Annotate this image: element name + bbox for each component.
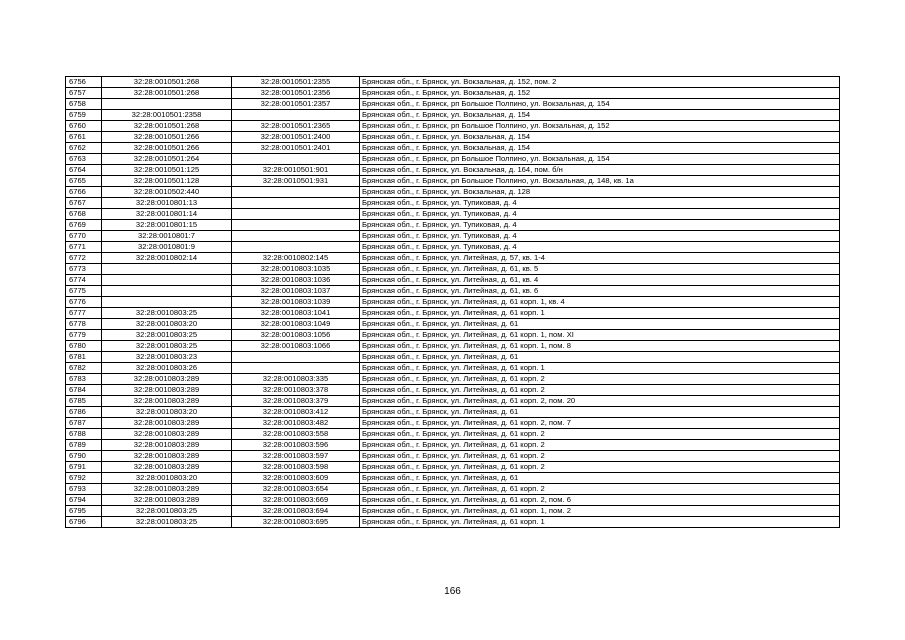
table-row xyxy=(66,110,840,121)
object-cadastral-number-cell xyxy=(232,363,360,374)
land-cadastral-number-cell: 32:28:0010801:13 xyxy=(102,198,232,209)
land-cadastral-number-cell: 32:28:0010501:268 xyxy=(102,77,232,88)
land-cadastral-number-cell xyxy=(102,286,232,297)
table-row xyxy=(66,176,840,187)
table-row xyxy=(66,429,840,440)
row-number-cell: 6790 xyxy=(66,451,102,462)
document-sheet xyxy=(65,76,839,528)
object-cadastral-number-cell: 32:28:0010501:2357 xyxy=(232,99,360,110)
object-cadastral-number-cell: 32:28:0010501:901 xyxy=(232,165,360,176)
land-cadastral-number-cell: 32:28:0010501:264 xyxy=(102,154,232,165)
land-cadastral-number-cell: 32:28:0010803:25 xyxy=(102,517,232,528)
object-cadastral-number-cell xyxy=(232,231,360,242)
land-cadastral-number-cell: 32:28:0010801:9 xyxy=(102,242,232,253)
object-cadastral-number-cell: 32:28:0010803:1035 xyxy=(232,264,360,275)
object-cadastral-number-cell: 32:28:0010803:1036 xyxy=(232,275,360,286)
address-cell: Брянская обл., г. Брянск, ул. Литейная, д. 61 корп. 1 xyxy=(360,517,840,528)
table-row xyxy=(66,440,840,451)
row-number-cell: 6788 xyxy=(66,429,102,440)
address-cell: Брянская обл., г. Брянск, ул. Литейная, д. 61 корп. 2, пом. 6 xyxy=(360,495,840,506)
row-number-cell: 6786 xyxy=(66,407,102,418)
address-cell: Брянская обл., г. Брянск, ул. Литейная, д. 61 корп. 2 xyxy=(360,374,840,385)
row-number-cell: 6774 xyxy=(66,275,102,286)
land-cadastral-number-cell: 32:28:0010801:15 xyxy=(102,220,232,231)
row-number-cell: 6769 xyxy=(66,220,102,231)
address-cell: Брянская обл., г. Брянск, ул. Вокзальная, д. 152 xyxy=(360,88,840,99)
table-row xyxy=(66,308,840,319)
address-cell: Брянская обл., г. Брянск, рп Большое Полпино, ул. Вокзальная, д. 154 xyxy=(360,99,840,110)
row-number-cell: 6770 xyxy=(66,231,102,242)
land-cadastral-number-cell: 32:28:0010803:289 xyxy=(102,418,232,429)
row-number-cell: 6764 xyxy=(66,165,102,176)
land-cadastral-number-cell: 32:28:0010501:2358 xyxy=(102,110,232,121)
table-row xyxy=(66,165,840,176)
table-row xyxy=(66,495,840,506)
table-row xyxy=(66,275,840,286)
object-cadastral-number-cell xyxy=(232,187,360,198)
land-cadastral-number-cell: 32:28:0010803:289 xyxy=(102,396,232,407)
address-cell: Брянская обл., г. Брянск, ул. Литейная, д. 61 корп. 1, пом. XI xyxy=(360,330,840,341)
address-cell: Брянская обл., г. Брянск, ул. Вокзальная, д. 164, пом. б/н xyxy=(360,165,840,176)
object-cadastral-number-cell: 32:28:0010803:669 xyxy=(232,495,360,506)
address-cell: Брянская обл., г. Брянск, рп Большое Полпино, ул. Вокзальная, д. 154 xyxy=(360,154,840,165)
table-row xyxy=(66,132,840,143)
table-row xyxy=(66,418,840,429)
object-cadastral-number-cell: 32:28:0010803:654 xyxy=(232,484,360,495)
table-row xyxy=(66,231,840,242)
row-number-cell: 6765 xyxy=(66,176,102,187)
address-cell: Брянская обл., г. Брянск, ул. Вокзальная, д. 128 xyxy=(360,187,840,198)
address-cell: Брянская обл., г. Брянск, ул. Вокзальная, д. 154 xyxy=(360,143,840,154)
address-cell: Брянская обл., г. Брянск, ул. Литейная, д. 61 корп. 2 xyxy=(360,462,840,473)
row-number-cell: 6782 xyxy=(66,363,102,374)
row-number-cell: 6766 xyxy=(66,187,102,198)
table-row xyxy=(66,209,840,220)
address-cell: Брянская обл., г. Брянск, ул. Литейная, д. 61, кв. 6 xyxy=(360,286,840,297)
row-number-cell: 6796 xyxy=(66,517,102,528)
row-number-cell: 6760 xyxy=(66,121,102,132)
row-number-cell: 6785 xyxy=(66,396,102,407)
land-cadastral-number-cell: 32:28:0010803:289 xyxy=(102,374,232,385)
table-row xyxy=(66,319,840,330)
object-cadastral-number-cell: 32:28:0010803:1041 xyxy=(232,308,360,319)
address-cell: Брянская обл., г. Брянск, ул. Тупиковая, д. 4 xyxy=(360,242,840,253)
table-row xyxy=(66,451,840,462)
address-cell: Брянская обл., г. Брянск, ул. Литейная, д. 61 корп. 1, кв. 4 xyxy=(360,297,840,308)
table-row xyxy=(66,242,840,253)
table-row xyxy=(66,143,840,154)
table-row xyxy=(66,187,840,198)
object-cadastral-number-cell: 32:28:0010803:695 xyxy=(232,517,360,528)
table-row xyxy=(66,407,840,418)
land-cadastral-number-cell: 32:28:0010803:20 xyxy=(102,473,232,484)
land-cadastral-number-cell: 32:28:0010803:289 xyxy=(102,429,232,440)
address-cell: Брянская обл., г. Брянск, ул. Литейная, д. 61 корп. 1 xyxy=(360,308,840,319)
address-cell: Брянская обл., г. Брянск, ул. Литейная, д. 61 xyxy=(360,352,840,363)
land-cadastral-number-cell: 32:28:0010501:125 xyxy=(102,165,232,176)
land-cadastral-number-cell: 32:28:0010803:20 xyxy=(102,407,232,418)
object-cadastral-number-cell: 32:28:0010803:1037 xyxy=(232,286,360,297)
table-row xyxy=(66,341,840,352)
page-number: 166 xyxy=(444,586,461,597)
cadastral-table xyxy=(65,76,840,528)
land-cadastral-number-cell: 32:28:0010501:266 xyxy=(102,132,232,143)
row-number-cell: 6795 xyxy=(66,506,102,517)
address-cell: Брянская обл., г. Брянск, ул. Литейная, д. 57, кв. 1-4 xyxy=(360,253,840,264)
land-cadastral-number-cell: 32:28:0010801:14 xyxy=(102,209,232,220)
table-row xyxy=(66,121,840,132)
row-number-cell: 6763 xyxy=(66,154,102,165)
land-cadastral-number-cell: 32:28:0010803:289 xyxy=(102,440,232,451)
row-number-cell: 6781 xyxy=(66,352,102,363)
address-cell: Брянская обл., г. Брянск, рп Большое Полпино, ул. Вокзальная, д. 148, кв. 1а xyxy=(360,176,840,187)
row-number-cell: 6773 xyxy=(66,264,102,275)
land-cadastral-number-cell xyxy=(102,264,232,275)
land-cadastral-number-cell: 32:28:0010802:14 xyxy=(102,253,232,264)
address-cell: Брянская обл., г. Брянск, ул. Литейная, д. 61 корп. 2, пом. 20 xyxy=(360,396,840,407)
table-row xyxy=(66,330,840,341)
row-number-cell: 6772 xyxy=(66,253,102,264)
row-number-cell: 6759 xyxy=(66,110,102,121)
address-cell: Брянская обл., г. Брянск, рп Большое Полпино, ул. Вокзальная, д. 152 xyxy=(360,121,840,132)
table-row xyxy=(66,484,840,495)
table-row xyxy=(66,506,840,517)
land-cadastral-number-cell: 32:28:0010803:20 xyxy=(102,319,232,330)
address-cell: Брянская обл., г. Брянск, ул. Литейная, д. 61 корп. 1, пом. 2 xyxy=(360,506,840,517)
land-cadastral-number-cell: 32:28:0010803:26 xyxy=(102,363,232,374)
object-cadastral-number-cell: 32:28:0010501:2401 xyxy=(232,143,360,154)
address-cell: Брянская обл., г. Брянск, ул. Литейная, д. 61 корп. 2 xyxy=(360,484,840,495)
row-number-cell: 6756 xyxy=(66,77,102,88)
land-cadastral-number-cell: 32:28:0010501:128 xyxy=(102,176,232,187)
table-row xyxy=(66,385,840,396)
object-cadastral-number-cell xyxy=(232,154,360,165)
land-cadastral-number-cell: 32:28:0010803:23 xyxy=(102,352,232,363)
object-cadastral-number-cell: 32:28:0010803:335 xyxy=(232,374,360,385)
row-number-cell: 6784 xyxy=(66,385,102,396)
address-cell: Брянская обл., г. Брянск, ул. Литейная, д. 61 xyxy=(360,319,840,330)
row-number-cell: 6793 xyxy=(66,484,102,495)
table-row xyxy=(66,220,840,231)
land-cadastral-number-cell: 32:28:0010803:289 xyxy=(102,495,232,506)
table-row xyxy=(66,517,840,528)
object-cadastral-number-cell xyxy=(232,220,360,231)
table-row xyxy=(66,363,840,374)
table-row xyxy=(66,473,840,484)
object-cadastral-number-cell: 32:28:0010501:2356 xyxy=(232,88,360,99)
table-row xyxy=(66,99,840,110)
land-cadastral-number-cell: 32:28:0010803:25 xyxy=(102,506,232,517)
table-row xyxy=(66,374,840,385)
row-number-cell: 6779 xyxy=(66,330,102,341)
address-cell: Брянская обл., г. Брянск, ул. Тупиковая, д. 4 xyxy=(360,198,840,209)
table-row xyxy=(66,286,840,297)
land-cadastral-number-cell: 32:28:0010501:268 xyxy=(102,121,232,132)
land-cadastral-number-cell xyxy=(102,275,232,286)
land-cadastral-number-cell: 32:28:0010502:440 xyxy=(102,187,232,198)
table-row xyxy=(66,264,840,275)
object-cadastral-number-cell xyxy=(232,352,360,363)
address-cell: Брянская обл., г. Брянск, ул. Литейная, д. 61 корп. 2 xyxy=(360,451,840,462)
row-number-cell: 6794 xyxy=(66,495,102,506)
table-row xyxy=(66,253,840,264)
object-cadastral-number-cell: 32:28:0010501:2355 xyxy=(232,77,360,88)
object-cadastral-number-cell: 32:28:0010501:931 xyxy=(232,176,360,187)
object-cadastral-number-cell: 32:28:0010803:596 xyxy=(232,440,360,451)
object-cadastral-number-cell: 32:28:0010803:378 xyxy=(232,385,360,396)
row-number-cell: 6776 xyxy=(66,297,102,308)
land-cadastral-number-cell: 32:28:0010803:25 xyxy=(102,341,232,352)
address-cell: Брянская обл., г. Брянск, ул. Литейная, д. 61 корп. 2 xyxy=(360,429,840,440)
row-number-cell: 6758 xyxy=(66,99,102,110)
object-cadastral-number-cell: 32:28:0010803:412 xyxy=(232,407,360,418)
land-cadastral-number-cell: 32:28:0010801:7 xyxy=(102,231,232,242)
land-cadastral-number-cell: 32:28:0010803:25 xyxy=(102,308,232,319)
object-cadastral-number-cell: 32:28:0010803:609 xyxy=(232,473,360,484)
object-cadastral-number-cell: 32:28:0010803:558 xyxy=(232,429,360,440)
address-cell: Брянская обл., г. Брянск, ул. Тупиковая, д. 4 xyxy=(360,209,840,220)
row-number-cell: 6791 xyxy=(66,462,102,473)
object-cadastral-number-cell: 32:28:0010803:482 xyxy=(232,418,360,429)
row-number-cell: 6767 xyxy=(66,198,102,209)
object-cadastral-number-cell: 32:28:0010803:1056 xyxy=(232,330,360,341)
table-row xyxy=(66,88,840,99)
address-cell: Брянская обл., г. Брянск, ул. Литейная, д. 61 корп. 2, пом. 7 xyxy=(360,418,840,429)
object-cadastral-number-cell: 32:28:0010803:1066 xyxy=(232,341,360,352)
land-cadastral-number-cell: 32:28:0010501:266 xyxy=(102,143,232,154)
table-row xyxy=(66,396,840,407)
table-row xyxy=(66,198,840,209)
land-cadastral-number-cell: 32:28:0010803:25 xyxy=(102,330,232,341)
object-cadastral-number-cell: 32:28:0010803:598 xyxy=(232,462,360,473)
table-row xyxy=(66,462,840,473)
address-cell: Брянская обл., г. Брянск, ул. Литейная, д. 61, кв. 4 xyxy=(360,275,840,286)
row-number-cell: 6771 xyxy=(66,242,102,253)
address-cell: Брянская обл., г. Брянск, ул. Тупиковая, д. 4 xyxy=(360,220,840,231)
table-row xyxy=(66,154,840,165)
land-cadastral-number-cell: 32:28:0010501:268 xyxy=(102,88,232,99)
table-body xyxy=(66,77,840,528)
address-cell: Брянская обл., г. Брянск, ул. Литейная, д. 61 xyxy=(360,473,840,484)
object-cadastral-number-cell: 32:28:0010803:379 xyxy=(232,396,360,407)
address-cell: Брянская обл., г. Брянск, ул. Литейная, д. 61, кв. 5 xyxy=(360,264,840,275)
row-number-cell: 6777 xyxy=(66,308,102,319)
object-cadastral-number-cell xyxy=(232,198,360,209)
row-number-cell: 6787 xyxy=(66,418,102,429)
table-row xyxy=(66,77,840,88)
row-number-cell: 6780 xyxy=(66,341,102,352)
row-number-cell: 6783 xyxy=(66,374,102,385)
row-number-cell: 6792 xyxy=(66,473,102,484)
address-cell: Брянская обл., г. Брянск, ул. Литейная, д. 61 корп. 2 xyxy=(360,385,840,396)
object-cadastral-number-cell: 32:28:0010501:2365 xyxy=(232,121,360,132)
object-cadastral-number-cell: 32:28:0010803:1039 xyxy=(232,297,360,308)
table-row xyxy=(66,297,840,308)
address-cell: Брянская обл., г. Брянск, ул. Вокзальная, д. 152, пом. 2 xyxy=(360,77,840,88)
land-cadastral-number-cell: 32:28:0010803:289 xyxy=(102,484,232,495)
object-cadastral-number-cell: 32:28:0010803:694 xyxy=(232,506,360,517)
row-number-cell: 6761 xyxy=(66,132,102,143)
row-number-cell: 6762 xyxy=(66,143,102,154)
object-cadastral-number-cell: 32:28:0010802:145 xyxy=(232,253,360,264)
land-cadastral-number-cell: 32:28:0010803:289 xyxy=(102,451,232,462)
row-number-cell: 6768 xyxy=(66,209,102,220)
land-cadastral-number-cell: 32:28:0010803:289 xyxy=(102,385,232,396)
object-cadastral-number-cell: 32:28:0010803:597 xyxy=(232,451,360,462)
address-cell: Брянская обл., г. Брянск, ул. Литейная, д. 61 корп. 2 xyxy=(360,440,840,451)
object-cadastral-number-cell xyxy=(232,209,360,220)
object-cadastral-number-cell xyxy=(232,110,360,121)
object-cadastral-number-cell: 32:28:0010803:1049 xyxy=(232,319,360,330)
land-cadastral-number-cell: 32:28:0010803:289 xyxy=(102,462,232,473)
row-number-cell: 6757 xyxy=(66,88,102,99)
address-cell: Брянская обл., г. Брянск, ул. Литейная, д. 61 xyxy=(360,407,840,418)
row-number-cell: 6789 xyxy=(66,440,102,451)
address-cell: Брянская обл., г. Брянск, ул. Литейная, д. 61 корп. 1 xyxy=(360,363,840,374)
address-cell: Брянская обл., г. Брянск, ул. Литейная, д. 61 корп. 1, пом. 8 xyxy=(360,341,840,352)
land-cadastral-number-cell xyxy=(102,297,232,308)
address-cell: Брянская обл., г. Брянск, ул. Вокзальная, д. 154 xyxy=(360,132,840,143)
land-cadastral-number-cell xyxy=(102,99,232,110)
object-cadastral-number-cell: 32:28:0010501:2400 xyxy=(232,132,360,143)
row-number-cell: 6778 xyxy=(66,319,102,330)
object-cadastral-number-cell xyxy=(232,242,360,253)
table-row xyxy=(66,352,840,363)
address-cell: Брянская обл., г. Брянск, ул. Вокзальная, д. 154 xyxy=(360,110,840,121)
row-number-cell: 6775 xyxy=(66,286,102,297)
address-cell: Брянская обл., г. Брянск, ул. Тупиковая, д. 4 xyxy=(360,231,840,242)
